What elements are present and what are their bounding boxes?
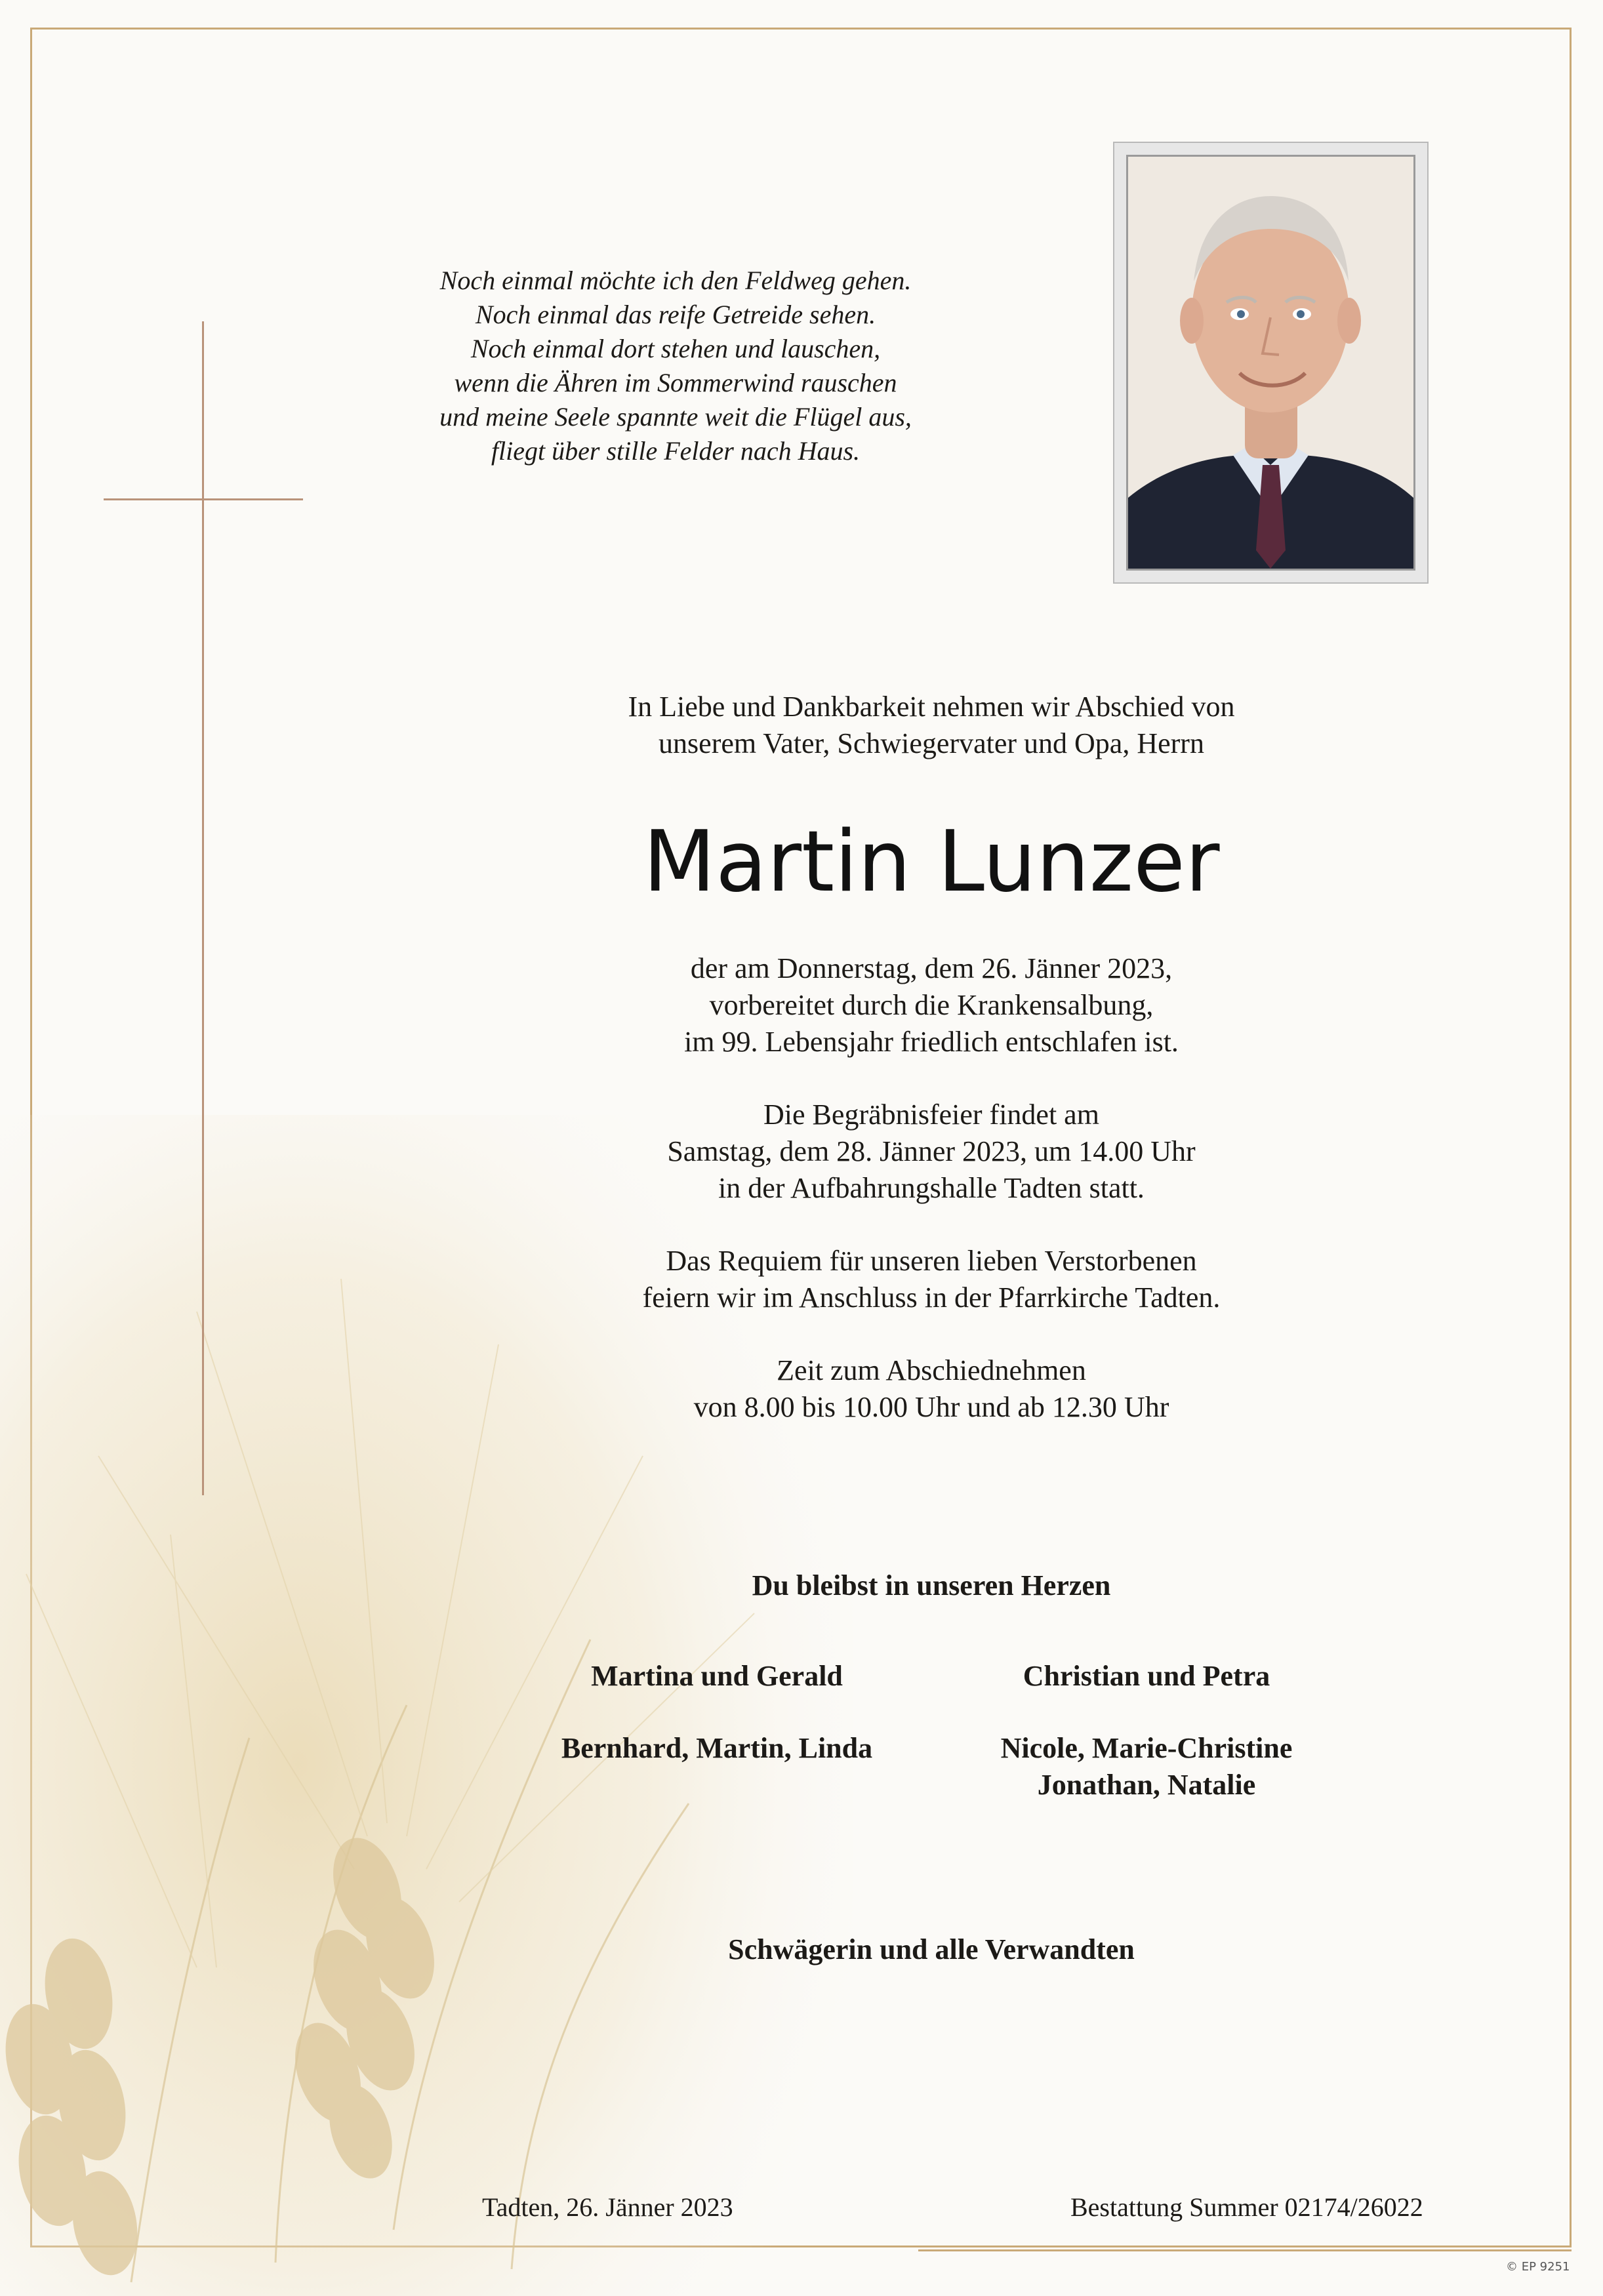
mourner-left-2 xyxy=(481,1730,953,1767)
undertaker-contact: Bestattung Summer 02174/26022 xyxy=(1070,2192,1423,2222)
place-date: Tadten, 26. Jänner 2023 xyxy=(482,2192,733,2222)
poem-line: wenn die Ähren im Sommerwind rauschen xyxy=(454,368,897,397)
poem xyxy=(367,264,984,468)
mourner-names: Martina und Gerald xyxy=(591,1660,843,1692)
mourner-names: Jonathan, Natalie xyxy=(1037,1769,1256,1801)
farewell-time xyxy=(459,1352,1404,1426)
funeral-line: Samstag, dem 28. Jänner 2023, um 14.00 Uhr xyxy=(667,1135,1196,1167)
requiem-line: Das Requiem für unseren lieben Verstorbenen xyxy=(666,1245,1197,1277)
funeral-info xyxy=(459,1097,1404,1207)
deceased-name: Martin Lunzer xyxy=(643,813,1220,911)
portrait-illustration xyxy=(1128,157,1413,569)
death-notice-line: vorbereitet durch die Krankensalbung, xyxy=(709,989,1154,1021)
intro-text xyxy=(459,689,1404,762)
poem-line: Noch einmal dort stehen und lauschen, xyxy=(470,334,881,363)
death-notice-line: der am Donnerstag, dem 26. Jänner 2023, xyxy=(690,952,1173,984)
requiem-line: feiern wir im Anschluss in der Pfarrkirche Tadten. xyxy=(642,1281,1221,1314)
portrait-frame xyxy=(1113,142,1429,584)
funeral-line: in der Aufbahrungshalle Tadten statt. xyxy=(718,1172,1145,1204)
poem-line: Noch einmal möchte ich den Feldweg gehen. xyxy=(439,266,912,295)
farewell-line: Zeit zum Abschiednehmen xyxy=(777,1354,1086,1386)
intro-line: In Liebe und Dankbarkeit nehmen wir Abschied von xyxy=(628,691,1235,723)
footer-rule xyxy=(918,2249,1572,2251)
mourner-names: Nicole, Marie-Christine xyxy=(1000,1732,1293,1764)
poem-line: fliegt über stille Felder nach Haus. xyxy=(491,436,861,466)
mourner-names: Bernhard, Martin, Linda xyxy=(561,1732,873,1764)
intro-line: unserem Vater, Schwiegervater und Opa, Herrn xyxy=(659,727,1204,759)
poem-line: und meine Seele spannte weit die Flügel aus, xyxy=(439,402,912,432)
portrait-photo xyxy=(1126,155,1415,571)
mourner-left-1 xyxy=(481,1658,953,1695)
mourner-right-1 xyxy=(910,1658,1383,1695)
mourner-right-2 xyxy=(910,1730,1383,1803)
relatives-line: Schwägerin und alle Verwandten xyxy=(728,1933,1135,1965)
funeral-line: Die Begräbnisfeier findet am xyxy=(763,1098,1099,1131)
cross-vertical-bar xyxy=(202,321,204,1495)
requiem-info xyxy=(459,1243,1404,1316)
copyright-mark: © EP 9251 xyxy=(1506,2260,1570,2274)
cross-horizontal-bar xyxy=(104,498,303,500)
death-notice xyxy=(459,950,1404,1060)
death-notice-line: im 99. Lebensjahr friedlich entschlafen ist. xyxy=(684,1026,1179,1058)
mourner-names: Christian und Petra xyxy=(1023,1660,1270,1692)
farewell-line: von 8.00 bis 10.00 Uhr und ab 12.30 Uhr xyxy=(693,1391,1169,1423)
closing-line: Du bleibst in unseren Herzen xyxy=(752,1569,1111,1601)
poem-line: Noch einmal das reife Getreide sehen. xyxy=(475,300,876,329)
